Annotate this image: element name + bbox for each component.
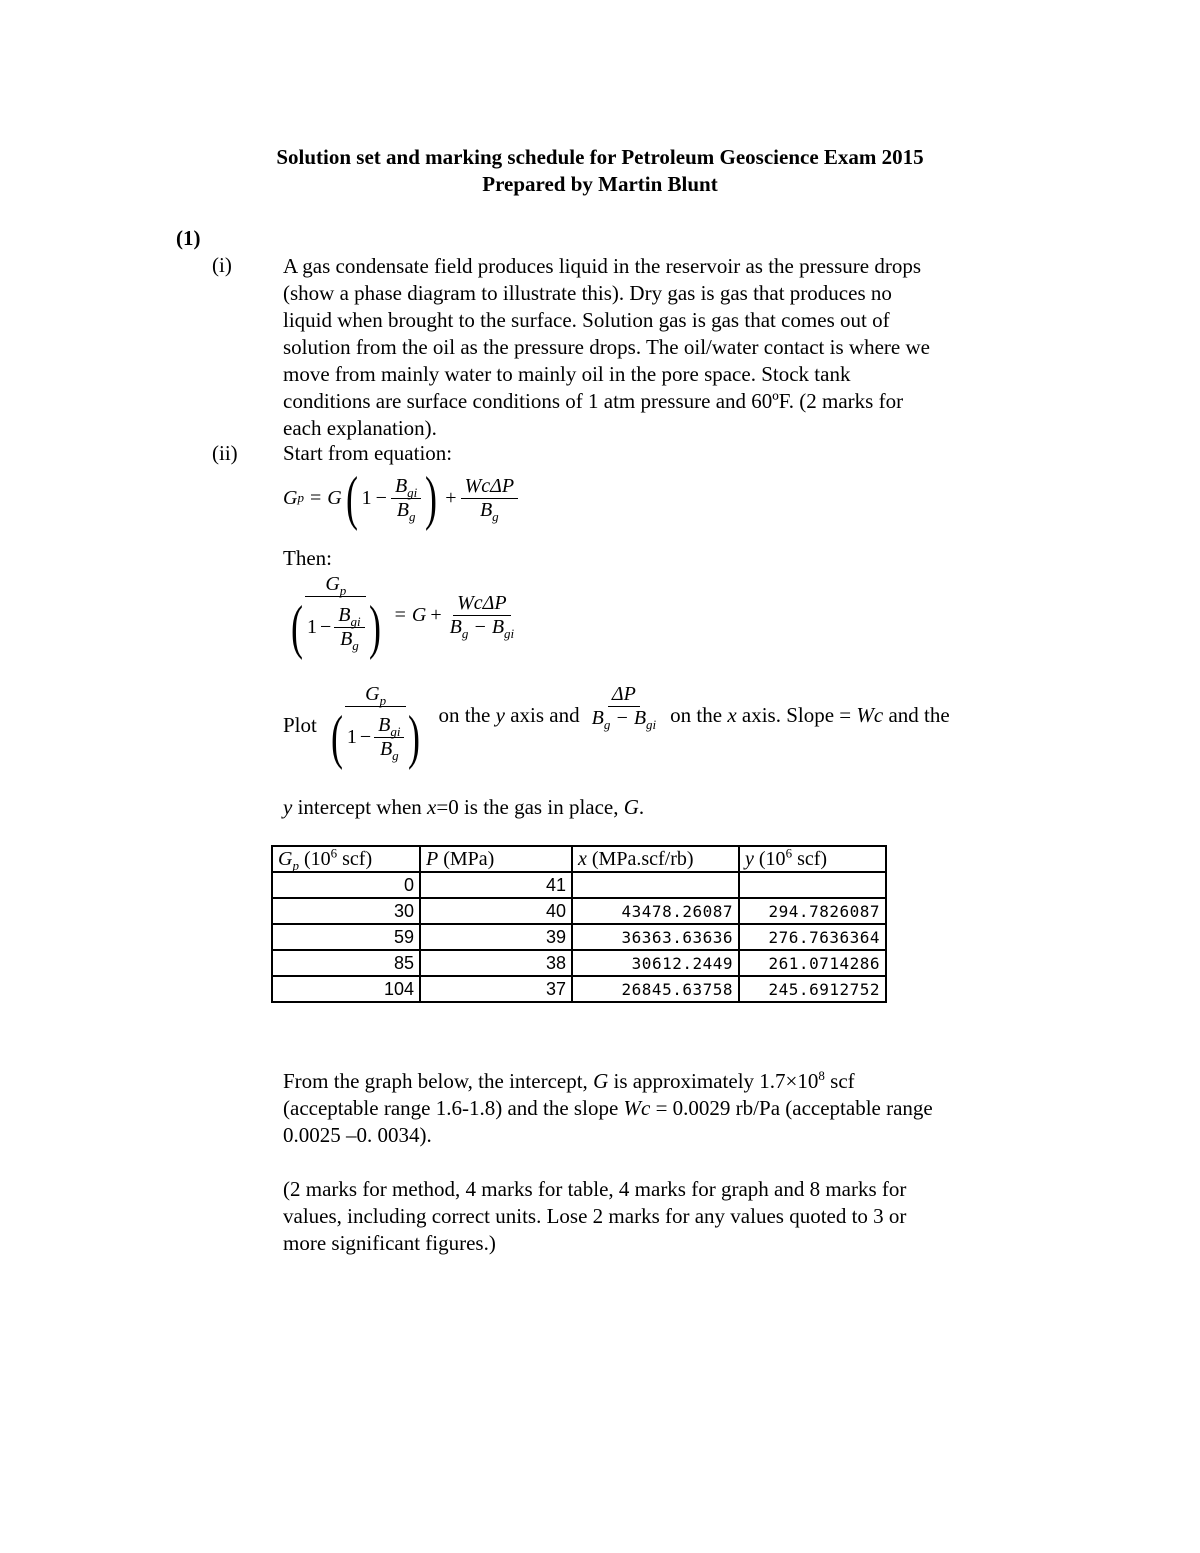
table-row	[272, 898, 886, 924]
eq-sub: g	[492, 508, 499, 524]
intercept-rest: =0 is the gas in place,	[436, 795, 619, 819]
eq-sub: gi	[407, 484, 418, 500]
eq-gp: G	[365, 683, 380, 705]
eq-wcdp-over-bg	[461, 475, 519, 522]
eq-sub: g	[603, 717, 611, 732]
plot-x-fraction: $\frac{\Delta P}{B_g - B_{gi}}$	[591, 683, 657, 732]
eq-sub: gi	[390, 723, 401, 739]
eq-one: 1	[361, 486, 372, 509]
cell-x: 43478.26087	[572, 898, 739, 924]
eq-sub: g	[392, 747, 399, 763]
material-balance-equation: G p = G ( 1 − $\frac{B_{gi}}{B_g}$ ) + $\frac{\text{WcΔP}}{B_g}$	[283, 468, 518, 528]
eq-wcdp: WcΔP	[461, 475, 519, 499]
and-the-text: and the	[888, 703, 950, 727]
header-p: P (MPa)	[420, 846, 572, 872]
eq-wcdp: WcΔP	[453, 592, 511, 616]
cell-p: 41	[420, 872, 572, 898]
start-text: Start from equation:	[283, 441, 453, 465]
eq-bg: B	[396, 498, 409, 521]
document-author: Prepared by Martin Blunt	[482, 172, 718, 196]
part-i-text	[283, 253, 1023, 442]
document-title: Solution set and marking schedule for Petroleum Geoscience Exam 2015	[276, 145, 924, 169]
x-axis-text: axis. Slope =	[741, 703, 852, 727]
cell-y: 294.7826087	[739, 898, 886, 924]
results-line-2: (acceptable range 1.6-1.8) and the slope Wc = 0.0029 rb/Pa (acceptable range	[283, 1096, 933, 1120]
cell-p: 40	[420, 898, 572, 924]
part-i-line: (show a phase diagram to illustrate this). Dry gas is gas that produces no	[283, 281, 892, 305]
eq-sub: gi	[504, 625, 515, 641]
table-row	[272, 950, 886, 976]
eq-one: 1	[346, 725, 357, 748]
plot-text: Plot	[283, 712, 317, 737]
cell-x: 30612.2449	[572, 950, 739, 976]
eq-bg: B	[449, 615, 462, 638]
cell-gp: 59	[272, 924, 420, 950]
eq-g: G	[411, 603, 427, 626]
intercept-line: y intercept when x=0 is the gas in place, G.	[283, 795, 645, 819]
eq-bgi: B	[378, 713, 391, 736]
part-i-label: (i)	[212, 253, 232, 277]
cell-p: 38	[420, 950, 572, 976]
marks-line: more significant figures.)	[283, 1231, 496, 1255]
cell-p: 37	[420, 976, 572, 1002]
eq-bgi: B	[491, 615, 505, 638]
eq-bgi: B	[338, 603, 351, 626]
data-table	[271, 845, 887, 1003]
cell-y: 261.0714286	[739, 950, 886, 976]
intercept-text: intercept when	[297, 795, 422, 819]
eq-sub: gi	[646, 717, 657, 732]
question-number: (1)	[176, 226, 201, 250]
part-i-line: move from mainly water to mainly oil in the pore space. Stock tank	[283, 362, 851, 386]
header-x: x (MPa.scf/rb)	[572, 846, 739, 872]
part-ii-label: (ii)	[212, 441, 238, 465]
eq-g: G	[327, 486, 342, 509]
results-paragraph	[283, 1068, 1023, 1149]
part-i-line: liquid when brought to the surface. Solution gas is gas that comes out of	[283, 308, 890, 332]
cell-x	[572, 872, 739, 898]
plot-instruction: Plot $G_p$ ( 1 − $\frac{B_{gi}}{B_g}$ ) on the y axis and $\frac{\Delta P}{B_g - B_{gi}}$ on the x axis. Slope = Wc and the	[283, 683, 950, 770]
eq-sub: g	[352, 637, 359, 653]
part-i-line: conditions are surface conditions of 1 atm pressure and 60ºF. (2 marks for	[283, 389, 904, 413]
y-axis-text: axis and	[510, 703, 580, 727]
cell-x: 36363.63636	[572, 924, 739, 950]
cell-y: 276.7636364	[739, 924, 886, 950]
cell-x: 26845.63758	[572, 976, 739, 1002]
eq-one: 1	[306, 615, 317, 638]
eq-bg: B	[591, 707, 604, 729]
rearranged-equation: $G_p$ ( 1 − $\frac{B_{gi}}{B_g}$ ) = G + $\frac{\text{WcΔP}}{B_g - B_{gi}}$	[283, 573, 518, 657]
eq-gp: G	[325, 573, 340, 595]
cell-y	[739, 872, 886, 898]
table-header-row	[272, 846, 886, 872]
cell-gp: 85	[272, 950, 420, 976]
eq-sub: g	[461, 625, 469, 641]
eq-bgi-over-bg	[391, 475, 421, 522]
eq-dp: ΔP	[608, 683, 640, 707]
marks-line: (2 marks for method, 4 marks for table, 4 marks for graph and 8 marks for	[283, 1177, 907, 1201]
table-row	[272, 872, 886, 898]
cell-gp: 30	[272, 898, 420, 924]
marks-line: values, including correct units. Lose 2 marks for any values quoted to 3 or	[283, 1204, 907, 1228]
eq-sub: gi	[350, 613, 361, 629]
eq-bgi: B	[394, 474, 408, 497]
on-the-text: on the	[670, 703, 723, 727]
eq-gp-over-bracket: $G_p$ ( 1 − $\frac{B_{gi}}{B_g}$ )	[290, 573, 381, 660]
results-line-1: From the graph below, the intercept, G is approximately $1.7\times 10^8$ scf	[283, 1068, 855, 1093]
eq-gp: G	[283, 486, 298, 509]
cell-gp: 104	[272, 976, 420, 1002]
cell-p: 39	[420, 924, 572, 950]
marks-paragraph	[283, 1176, 1023, 1257]
part-i-line: A gas condensate field produces liquid in the reservoir as the pressure drops	[283, 254, 921, 278]
eq-sub: g	[408, 508, 416, 524]
results-line-3: 0.0025 –0. 0034).	[283, 1123, 432, 1147]
plot-y-fraction: $G_p$ ( 1 − $\frac{B_{gi}}{B_g}$ )	[330, 683, 421, 770]
eq-sub: p	[379, 693, 387, 708]
eq-bgi: B	[633, 707, 647, 729]
table-row	[272, 976, 886, 1002]
eq-bg: B	[479, 498, 493, 521]
eq-bg: B	[340, 627, 353, 650]
on-the-text: on the	[438, 703, 491, 727]
slope-wc: Wc	[856, 703, 884, 727]
header-y: y ($10^6$ scf)	[739, 846, 886, 872]
part-i-line: solution from the oil as the pressure drops. The oil/water contact is where we	[283, 335, 930, 359]
cell-y: 245.6912752	[739, 976, 886, 1002]
header-gp: $G_p$ ($10^6$ scf)	[272, 846, 420, 872]
eq-sub: p	[339, 583, 347, 598]
table-row	[272, 924, 886, 950]
eq-bg: B	[379, 737, 393, 760]
part-i-line: each explanation).	[283, 416, 437, 440]
cell-gp: 0	[272, 872, 420, 898]
then-text: Then:	[283, 546, 332, 570]
eq-wcdp-over-bg-bgi: $\frac{\text{WcΔP}}{B_g - B_{gi}}$	[449, 591, 515, 641]
